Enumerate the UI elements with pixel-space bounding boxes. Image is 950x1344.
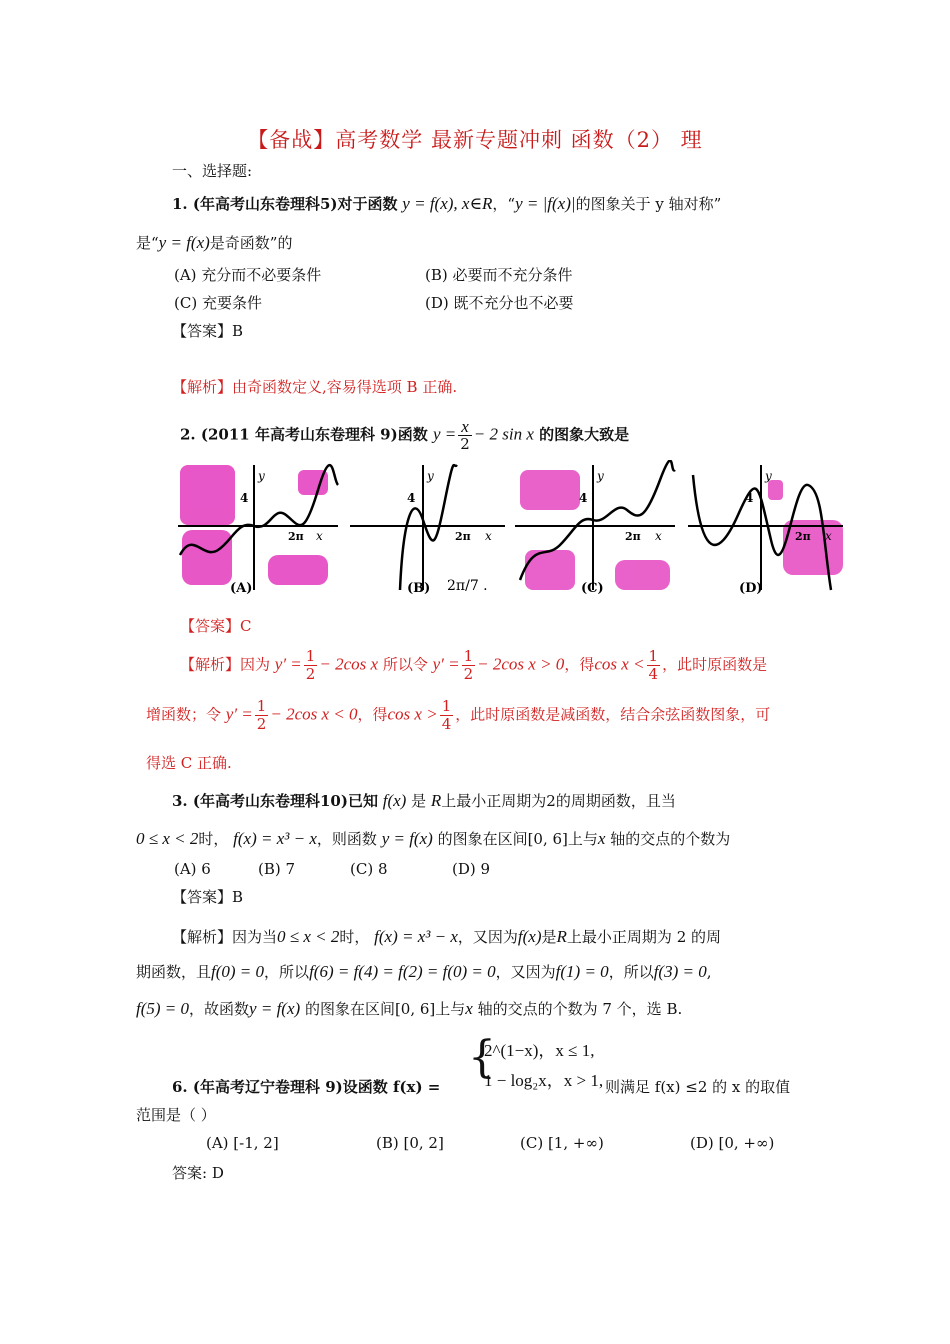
svg-text:x: x	[655, 529, 662, 543]
q2-an-1a: 【解析】因为	[180, 655, 271, 674]
q3-option-a: (A) 6	[174, 860, 211, 878]
q3-analysis-line3: f(5) = 0，故函数y = f(x) 的图象在区间[0, 6]上与x 轴的交点的个数为 7 个，选 B.	[136, 999, 683, 1018]
q3-answer: 【答案】B	[172, 888, 244, 906]
svg-text:2π: 2π	[455, 530, 471, 543]
q1-stem-line2	[136, 232, 292, 253]
q1-line2-a: 是“	[136, 234, 159, 252]
q6-piecewise-brace: {	[468, 1032, 496, 1083]
q2-stem-b: 的图象大致是	[539, 425, 630, 444]
q3-analysis-line2: 期函数，且f(0) = 0，所以f(6) = f(4) = f(2) = f(0) = 0，又因为f(1) = 0，所以f(3) = 0,	[136, 962, 712, 981]
svg-text:x: x	[825, 529, 832, 543]
q1-stem-text-b: ，“	[492, 195, 516, 213]
q2-an-2c: ，此时原函数是减函数，结合余弦函数图象，可	[455, 705, 771, 724]
svg-text:x: x	[485, 529, 492, 543]
q6-stem-a-text: 6. (年高考辽宁卷理科 9)设函数 f(x) =	[172, 1078, 441, 1096]
q3-l2a: 时，	[198, 830, 229, 848]
q6-option-a: (A) [-1, 2]	[206, 1134, 279, 1152]
q1-option-c: (C) 充要条件	[174, 294, 262, 312]
graph-b-label: (B)	[407, 581, 431, 596]
q1-option-d: (D) 既不充分也不必要	[425, 294, 574, 312]
q1-option-b: (B) 必要而不充分条件	[425, 266, 573, 284]
q2-analysis-line2: 增函数；令 y′ = $\frac{1}{2}$ − 2cos x < 0，得cos x > $\frac{1}{4}$ ，此时原函数是减函数，结合余弦函数图象，可	[146, 697, 771, 733]
q3-l1a: 3. (年高考山东卷理科10)已知	[172, 792, 378, 810]
graph-a	[178, 460, 343, 600]
graph-d	[683, 460, 848, 600]
q6-piece-1: 2^(1−x)，x ≤ 1,	[484, 1041, 595, 1060]
q1-math-2: y = |f(x)|	[515, 194, 576, 213]
q3-an-2c: ，又因为	[495, 963, 556, 981]
q3-l2c: 的图象在区间[0, 6]上与	[437, 830, 598, 848]
q3-an-2a: 期函数，且	[136, 963, 212, 981]
graph-d-label: (D)	[739, 581, 763, 596]
q1-answer: 【答案】B	[172, 322, 244, 340]
q2-an-2a: 增函数；令	[146, 705, 222, 724]
q2-an-1b: 所以令	[382, 655, 428, 674]
q3-stem-line2: 0 ≤ x < 2时， f(x) = x³ − x，则函数 y = f(x) 的图象在区间[0, 6]上与x 轴的交点的个数为	[136, 829, 731, 848]
q3-an-1d: 是	[541, 928, 557, 946]
q3-l2b: ，则函数	[316, 830, 377, 848]
svg-text:4: 4	[240, 491, 249, 505]
q3-l1c: 上最小正周期为2的周期函数，且当	[441, 792, 676, 810]
q3-l2d: 轴的交点的个数为	[610, 830, 731, 848]
q1-line2-b: 是奇函数”的	[209, 234, 293, 252]
graph-c	[515, 460, 680, 600]
q2-graph-options	[178, 460, 848, 600]
svg-text:x: x	[316, 529, 323, 543]
q1-option-a: (A) 充分而不必要条件	[174, 266, 322, 284]
q3-an-2d: ，所以	[608, 963, 654, 981]
q3-an-3c: 轴的交点的个数为 7 个，选 B.	[477, 1000, 683, 1018]
q2-analysis-line3: 得选 C 正确.	[146, 754, 232, 772]
q3-option-d: (D) 9	[452, 860, 491, 878]
q6-stem-c: 范围是（ ）	[136, 1106, 216, 1124]
q1-stem-text-a: 1. (年高考山东卷理科5)对于函数	[172, 195, 398, 213]
q3-an-1c: ，又因为	[457, 928, 518, 946]
q3-an-3a: ，故函数	[189, 1000, 250, 1018]
graph-c-label: (C)	[581, 581, 604, 596]
q6-answer: 答案: D	[172, 1164, 224, 1182]
svg-text:4: 4	[745, 491, 754, 505]
svg-text:2π: 2π	[288, 530, 304, 543]
q1-stem	[172, 193, 721, 214]
q3-an-1b: 时，	[339, 928, 370, 946]
q6-stem-a	[172, 1076, 440, 1097]
svg-text:4: 4	[579, 491, 588, 505]
q2-stem-a: 2. (2011 年高考山东卷理科 9)函数	[180, 425, 428, 444]
svg-text:y: y	[258, 469, 265, 483]
q6-piece-2: 1 − log₂x，x > 1,	[484, 1071, 604, 1090]
q3-option-c: (C) 8	[350, 860, 388, 878]
svg-text:4: 4	[407, 491, 416, 505]
q3-an-3b: 的图象在区间[0, 6]上与	[304, 1000, 466, 1018]
q3-option-b: (B) 7	[258, 860, 296, 878]
q3-an-1e: 上最小正周期为 2 的周	[566, 928, 722, 946]
svg-text:y: y	[597, 469, 604, 483]
q2-answer: 【答案】C	[180, 617, 252, 635]
q2-an-1c: ，得	[564, 655, 595, 674]
svg-text:2π: 2π	[625, 530, 641, 543]
svg-text:2π: 2π	[795, 530, 811, 543]
q2-an-1d: ，此时原函数是	[662, 655, 768, 674]
page-title: 【备战】高考数学 最新专题冲刺 函数（2） 理	[247, 128, 703, 152]
svg-text:y: y	[427, 469, 434, 483]
q1-stem-text-c: 的图象关于 y 轴对称”	[575, 195, 722, 213]
q2-stem: 2. (2011 年高考山东卷理科 9)函数 y = $\frac{x}{2}$ − 2 sin x 的图象大致是	[180, 417, 630, 453]
graph-b	[345, 460, 510, 600]
q3-analysis-line1: 【解析】因为当0 ≤ x < 2时， f(x) = x³ − x，又因为f(x)是R上最小正周期为 2 的周	[172, 927, 722, 946]
q6-option-c: (C) [1, +∞)	[520, 1134, 604, 1152]
q3-stem-line1: 3. (年高考山东卷理科10)已知 f(x) 是 R上最小正周期为2的周期函数，且当	[172, 791, 676, 810]
graph-a-label: (A)	[230, 581, 253, 596]
q6-option-b: (B) [0, 2]	[376, 1134, 444, 1152]
svg-text:y: y	[765, 469, 772, 483]
q3-l1b: 是	[411, 792, 427, 810]
q2-fraction: $\frac{x}{2}$	[460, 417, 470, 453]
q6-stem-b: 则满足 f(x) ≤2 的 x 的取值	[605, 1078, 791, 1096]
q2-an-2b: ，得	[357, 705, 388, 724]
q6-option-d: (D) [0, +∞)	[690, 1134, 775, 1152]
q1-math-3: y = f(x)	[158, 233, 210, 252]
q3-an-1a: 【解析】因为当	[172, 928, 278, 946]
handwritten-note: 2π/7 .	[447, 578, 488, 594]
q3-an-2b: ，所以	[264, 963, 310, 981]
q1-math-1: y = f(x), x∈R	[402, 194, 493, 213]
section-heading: 一、选择题:	[172, 162, 253, 180]
q1-analysis: 【解析】由奇函数定义,容易得选项 B 正确.	[172, 378, 458, 396]
q2-analysis-line1: 【解析】因为 y′ = $\frac{1}{2}$ − 2cos x 所以令 y′ = $\frac{1}{2}$ − 2cos x > 0，得cos x < $\frac{1}{4}$ ，此时原函数是	[180, 647, 768, 683]
